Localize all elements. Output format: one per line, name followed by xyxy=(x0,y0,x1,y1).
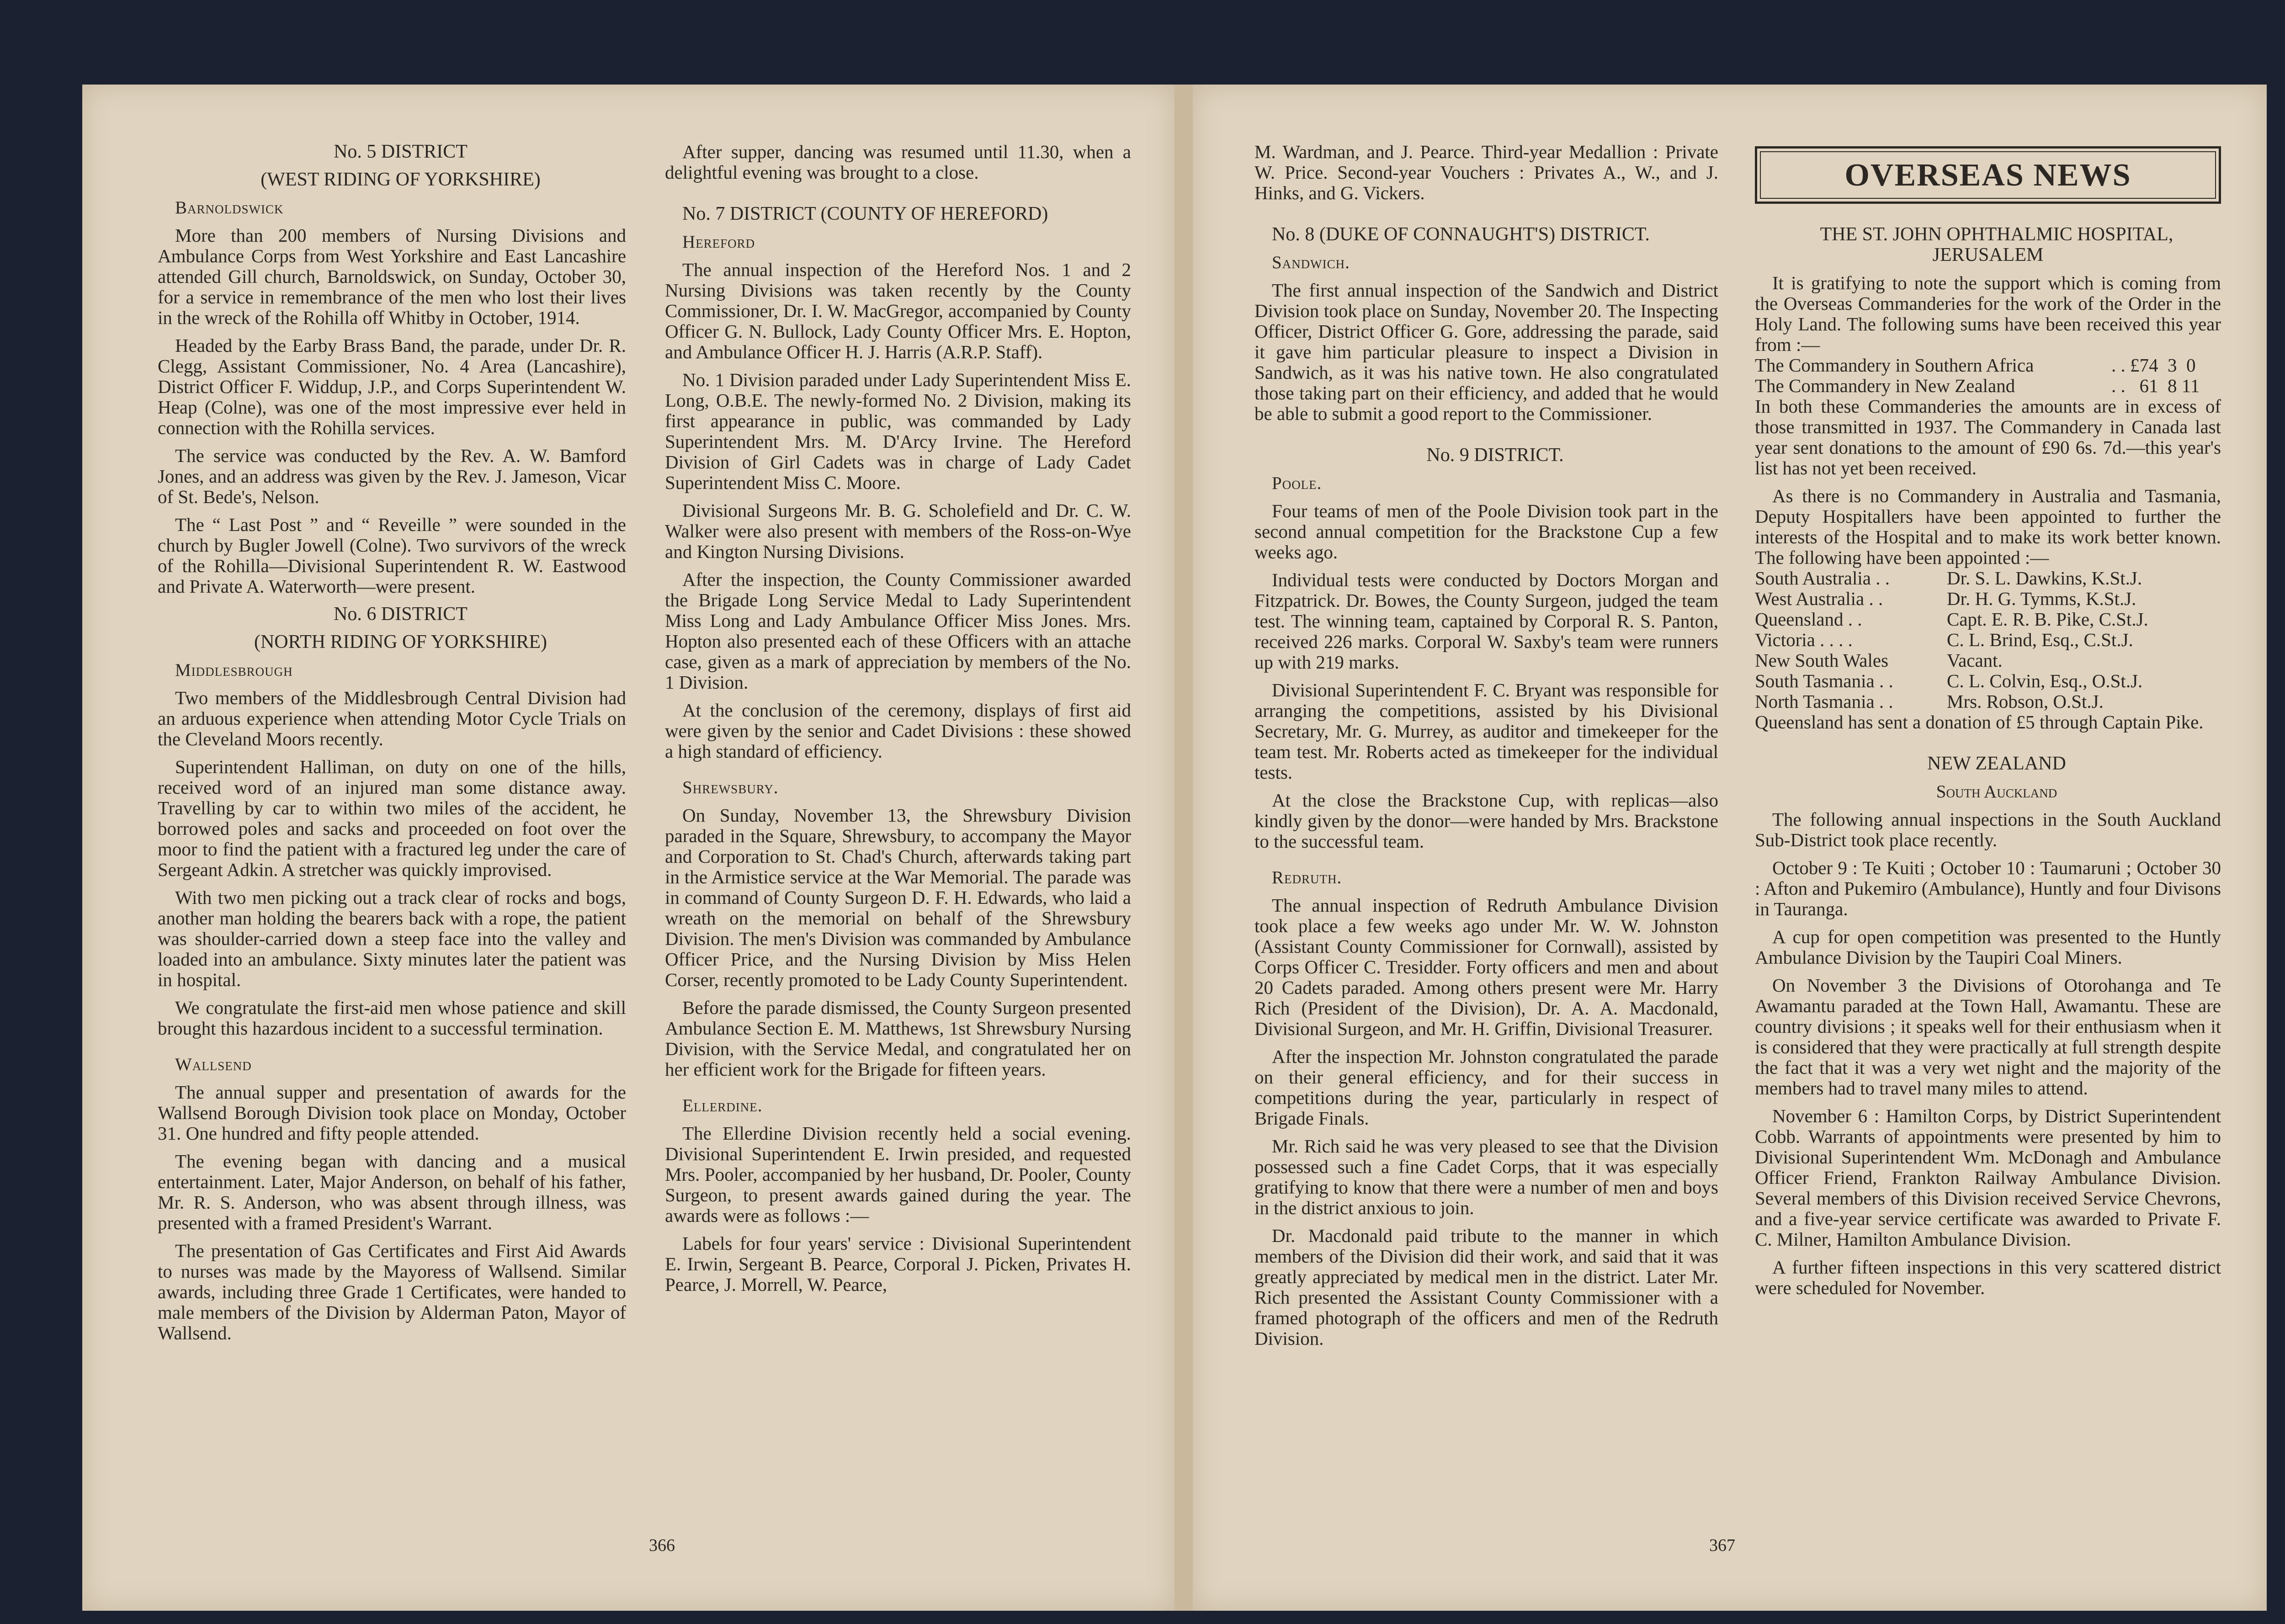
paragraph: November 6 : Hamilton Corps, by District Superintendent Cobb. Warrants of appointments were presented by him to Divisional Superintendent Wm. McDonagh and Ambulance Officer Friend, Frankton Railway Ambulance Division. Several members of this Division received Service Chevrons, and a five-year service certificate was awarded to Private F. C. Milner, Hamilton Ambulance Division. xyxy=(1755,1105,2221,1250)
paragraph: The annual inspection of Redruth Ambulance Division took place a few weeks ago under Mr. W. W. Johnston (Assistant County Commissioner for Cornwall), assisted by Corps Officer C. Tresidder. Forty officers and men and about 20 Cadets paraded. Among others present were Mr. Harry Rich (President of the Division), Dr. A. A. Macdonald, Divisional Surgeon, and Mr. H. Griffin, Divisional Treasurer. xyxy=(1254,895,1718,1039)
banner-title: OVERSEAS NEWS xyxy=(1760,151,2216,199)
paragraph: Four teams of men of the Poole Division took part in the second annual competition for the Brackstone Cup a few weeks ago. xyxy=(1254,500,1718,563)
appointment-state: Victoria . . . . xyxy=(1755,629,1853,650)
section-heading: Hereford xyxy=(682,232,755,252)
subregion-heading: South Auckland xyxy=(1936,782,2057,801)
paragraph: On Sunday, November 13, the Shrewsbury Division paraded in the Square, Shrewsbury, to accompany the Mayor and Corporation to St. Chad's Church, afterwards taking part in the Armistice service at the War Memorial. The parade was in command of County Surgeon D. F. H. Edwards, who laid a wreath on the memorial on behalf of the Shrewsbury Division. The men's Division was commanded by Ambulance Officer Price, and the Nursing Division by Miss Helen Corser, recently promoted to be Lady County Superintendent. xyxy=(665,805,1131,990)
section-heading: Ellerdine. xyxy=(682,1096,763,1115)
appointment-row xyxy=(1755,671,2221,691)
appointment-name: C. L. Colvin, Esq., O.St.J. xyxy=(1947,670,2143,691)
paragraph: At the close the Brackstone Cup, with replicas—also kindly given by the donor—were handed by Mrs. Brackstone to the successful team. xyxy=(1254,790,1718,852)
page-number: 367 xyxy=(1709,1536,1735,1555)
paragraph: The evening began with dancing and a musical entertainment. Later, Major Anderson, on behalf of his father, Mr. R. S. Anderson, who was absent through illness, was presented with a framed President's Warrant. xyxy=(158,1151,626,1233)
region-heading: NEW ZEALAND xyxy=(1927,753,2066,774)
paragraph: At the conclusion of the ceremony, displays of first aid were given by the senior and Cadet Divisions : these showed a high standard of efficiency. xyxy=(665,700,1131,762)
appointment-row xyxy=(1755,609,2221,630)
ledger-amount: . . 61 8 11 xyxy=(2111,375,2200,396)
ledger-name: The Commandery in New Zealand xyxy=(1755,375,2015,396)
paragraph: Two members of the Middlesbrough Central Division had an arduous experience when attending Motor Cycle Trials on the Cleveland Moors recently. xyxy=(158,687,626,749)
paragraph: Mr. Rich said he was very pleased to see that the Division possessed such a fine Cadet Corps, that it was especially gratifying to know that there were a number of men and boys in the district anxious to join. xyxy=(1254,1136,1718,1218)
paragraph: M. Wardman, and J. Pearce. Third-year Medallion : Private W. Price. Second-year Vouchers : Privates A., W., and J. Hinks, and G. Vickers. xyxy=(1254,141,1718,203)
overseas-news-banner xyxy=(1755,146,2221,204)
page-number: 366 xyxy=(649,1536,675,1555)
paragraph: In both these Commanderies the amounts are in excess of those transmitted in 1937. The Commandery in Canada last year sent donations to the amount of £90 6s. 7d.—this year's list has not yet been received. xyxy=(1755,396,2221,478)
section-heading: Shrewsbury. xyxy=(682,778,779,797)
paragraph: Divisional Superintendent F. C. Bryant was responsible for arranging the competitions, assisted by his Divisional Secretary, Mr. G. Murrey, as auditor and timekeeper for the team test. Mr. Roberts acted as timekeeper for the individual tests. xyxy=(1254,679,1718,783)
paragraph: The annual supper and presentation of awards for the Wallsend Borough Division took place on Monday, October 31. One hundred and fifty people attended. xyxy=(158,1082,626,1144)
appointment-name: Dr. S. L. Dawkins, K.St.J. xyxy=(1947,568,2142,589)
column-3 xyxy=(1254,142,1718,1349)
district-heading: No. 8 (DUKE OF CONNAUGHT'S) DISTRICT. xyxy=(1272,224,1650,245)
paragraph: A further fifteen inspections in this very scattered district were scheduled for November. xyxy=(1755,1257,2221,1298)
appointment-row xyxy=(1755,630,2221,650)
paragraph: With two men picking out a track clear of rocks and bogs, another man holding the bearers back with a rope, the patient was shoulder-carried down a steep face into the valley and loaded into an ambulance. Sixty minutes later the patient was in hospital. xyxy=(158,887,626,990)
appointment-state: Queensland . . xyxy=(1755,609,1862,630)
paragraph: A cup for open competition was presented to the Huntly Ambulance Division by the Taupiri Coal Miners. xyxy=(1755,926,2221,968)
paragraph: Superintendent Halliman, on duty on one of the hills, received word of an injured man some distance away. Travelling by car to within two miles of the accident, he borrowed poles and sacks and proceeded on foot over the moor to find the patient with a fractured leg under the care of Sergeant Adkin. A stretcher was quickly improvised. xyxy=(158,756,626,880)
paragraph: Dr. Macdonald paid tribute to the manner in which members of the Division did their work, and said that it was greatly appreciated by medical men in the district. Later Mr. Rich presented the Assistant County Commissioner with a framed photograph of the officers and men of the Redruth Division. xyxy=(1254,1225,1718,1349)
paragraph: The “ Last Post ” and “ Reveille ” were sounded in the church by Bugler Jowell (Colne). Two survivors of the wreck of the Rohilla—Divisional Superintendent R. W. Eastwood and Private A. Waterworth—were present. xyxy=(158,514,626,597)
appointment-name: C. L. Brind, Esq., C.St.J. xyxy=(1947,629,2133,650)
paragraph: Labels for four years' service : Divisional Superintendent E. Irwin, Sergeant B. Pearce, Corporal J. Picken, Privates H. Pearce, J. Morrell, W. Pearce, xyxy=(665,1233,1131,1295)
appointment-row xyxy=(1755,691,2221,712)
paragraph: After the inspection, the County Commissioner awarded the Brigade Long Service Medal to Lady Superintendent Miss Long and Lady Ambulance Officer Miss Jones. Mrs. Hopton also presented each of these Officers with an attache case, given as a mark of appreciation by members of the No. 1 Division. xyxy=(665,569,1131,693)
appointment-state: West Australia . . xyxy=(1755,588,1883,609)
appointment-row xyxy=(1755,589,2221,609)
paragraph: The Ellerdine Division recently held a social evening. Divisional Superintendent E. Irwin presided, and requested Mrs. Pooler, accompanied by her husband, Dr. Pooler, County Surgeon, to present awards gained during the year. The awards were as follows :— xyxy=(665,1123,1131,1226)
appointment-state: New South Wales xyxy=(1755,650,1889,671)
paragraph: It is gratifying to note the support which is coming from the Overseas Commanderies for the work of the Order in the Holy Land. The following sums have been received this year from :— xyxy=(1755,272,2221,355)
paragraph: The presentation of Gas Certificates and First Aid Awards to nurses was made by the Mayoress of Wallsend. Similar awards, including three Grade 1 Certificates, were handed to male members of the Division by Alderman Paton, Mayor of Wallsend. xyxy=(158,1240,626,1343)
district-heading: No. 6 DISTRICT xyxy=(334,604,468,625)
section-heading: Wallsend xyxy=(175,1055,252,1074)
section-heading: Barnoldswick xyxy=(175,198,284,218)
ledger-row xyxy=(1755,355,2221,376)
right-page xyxy=(1193,85,2267,1611)
paragraph: October 9 : Te Kuiti ; October 10 : Taumaruni ; October 30 : Afton and Pukemiro (Ambulance), Huntly and four Divisons in Tauranga. xyxy=(1755,857,2221,919)
column-2 xyxy=(665,142,1131,1295)
donation-ledger xyxy=(1755,355,2221,396)
appointment-state: South Australia . . xyxy=(1755,568,1890,589)
article-heading: THE ST. JOHN OPHTHALMIC HOSPITAL, JERUSALEM xyxy=(1820,224,2173,265)
district-subheading: (NORTH RIDING OF YORKSHIRE) xyxy=(254,632,547,653)
paragraph: Queensland has sent a donation of £5 through Captain Pike. xyxy=(1755,711,2204,732)
paragraph: No. 1 Division paraded under Lady Superintendent Miss E. Long, O.B.E. The newly-formed No. 2 Division, making its first appearance in public, was commanded by Lady Superintendent Mrs. M. D'Arcy Irvine. The Hereford Division of Girl Cadets was in charge of Lady Cadet Superintendent Miss C. Moore. xyxy=(665,369,1131,493)
paragraph: Divisional Surgeons Mr. B. G. Scholefield and Dr. C. W. Walker were also present with members of the Ross-on-Wye and Kington Nursing Divisions. xyxy=(665,500,1131,562)
paragraph: After the inspection Mr. Johnston congratulated the parade on their general efficiency, and for their success in competitions during the year, particularly in respect of Brigade Finals. xyxy=(1254,1046,1718,1129)
paragraph: The first annual inspection of the Sandwich and District Division took place on Sunday, November 20. The Inspecting Officer, District Officer G. Gore, addressing the parade, said it gave him particular pleasure to inspect a Division in Sandwich, as it was his native town. He also congratulated those taking part on their efficiency, and added that he would be able to submit a good report to the Commissioner. xyxy=(1254,280,1718,424)
paragraph: On November 3 the Divisions of Otorohanga and Te Awamantu paraded at the Town Hall, Awamantu. These are country divisions ; it speaks well for their enthusiasm when it is considered that they were practically at full strength despite the fact that it was a very wet night and the majority of the members had to travel many miles to attend. xyxy=(1755,975,2221,1099)
district-heading: No. 9 DISTRICT. xyxy=(1426,445,1564,466)
section-heading: Sandwich. xyxy=(1272,253,1350,272)
paragraph: Headed by the Earby Brass Band, the parade, under Dr. R. Clegg, Assistant Commissioner, No. 4 Area (Lancashire), District Officer F. Widdup, J.P., and Corps Superintendent W. Heap (Colne), was one of the most impressive ever held in connection with the Rohilla services. xyxy=(158,335,626,438)
district-subheading: (WEST RIDING OF YORKSHIRE) xyxy=(260,169,541,190)
appointment-name: Vacant. xyxy=(1947,650,2003,671)
paragraph: We congratulate the first-aid men whose patience and skill brought this hazardous incident to a successful termination. xyxy=(158,997,626,1039)
paragraph: Individual tests were conducted by Doctors Morgan and Fitzpatrick. Dr. Bowes, the County Surgeon, judged the team test. The winning team, captained by Corporal R. S. Panton, received 226 marks. Corporal W. Saxby's team were runners up with 219 marks. xyxy=(1254,569,1718,673)
district-heading: No. 7 DISTRICT (COUNTY OF HEREFORD) xyxy=(682,203,1048,224)
ledger-name: The Commandery in Southern Africa xyxy=(1755,355,2034,376)
column-4 xyxy=(1755,146,2221,1298)
ledger-amount: . . £74 3 0 xyxy=(2111,355,2196,376)
column-1 xyxy=(158,142,626,1343)
appointment-name: Dr. H. G. Tymms, K.St.J. xyxy=(1947,588,2136,609)
paragraph: Before the parade dismissed, the County Surgeon presented Ambulance Section E. M. Matthews, 1st Shrewsbury Nursing Division, with the Service Medal, and congratulated her on her efficient work for the Brigade for fifteen years. xyxy=(665,997,1131,1080)
section-heading: Middlesbrough xyxy=(175,660,293,680)
section-heading: Poole. xyxy=(1272,473,1322,493)
appointment-name: Mrs. Robson, O.St.J. xyxy=(1947,691,2104,712)
paragraph: As there is no Commandery in Australia and Tasmania, Deputy Hospitallers have been appointed to further the interests of the Hospital and to make its work better known. The following have been appointed :— xyxy=(1755,485,2221,568)
left-page xyxy=(82,85,1174,1611)
district-heading: No. 5 DISTRICT xyxy=(334,141,468,162)
section-heading: Redruth. xyxy=(1272,868,1342,887)
paragraph: The following annual inspections in the South Auckland Sub-District took place recently. xyxy=(1755,809,2221,850)
paragraph: After supper, dancing was resumed until 11.30, when a delightful evening was brought to a close. xyxy=(665,141,1131,183)
appointment-state: North Tasmania . . xyxy=(1755,691,1893,712)
appointment-name: Capt. E. R. B. Pike, C.St.J. xyxy=(1947,609,2148,630)
appointments-list xyxy=(1755,568,2221,712)
book-gutter xyxy=(1174,85,1193,1611)
appointment-row xyxy=(1755,568,2221,589)
paragraph: More than 200 members of Nursing Divisions and Ambulance Corps from West Yorkshire and East Lancashire attended Gill church, Barnoldswick, on Sunday, October 30, for a service in remembrance of the men who lost their lives in the wreck of the Rohilla off Whitby in October, 1914. xyxy=(158,225,626,328)
paragraph: The annual inspection of the Hereford Nos. 1 and 2 Nursing Divisions was taken recently by the County Commissioner, Dr. I. W. MacGregor, accompanied by County Officer G. N. Bullock, Lady County Officer Mrs. E. Hopton, and Ambulance Officer H. J. Harris (A.R.P. Staff). xyxy=(665,259,1131,362)
appointment-row xyxy=(1755,650,2221,671)
paragraph: The service was conducted by the Rev. A. W. Bamford Jones, and an address was given by the Rev. J. Jameson, Vicar of St. Bede's, Nelson. xyxy=(158,445,626,507)
appointment-state: South Tasmania . . xyxy=(1755,670,1893,691)
ledger-row xyxy=(1755,376,2221,396)
